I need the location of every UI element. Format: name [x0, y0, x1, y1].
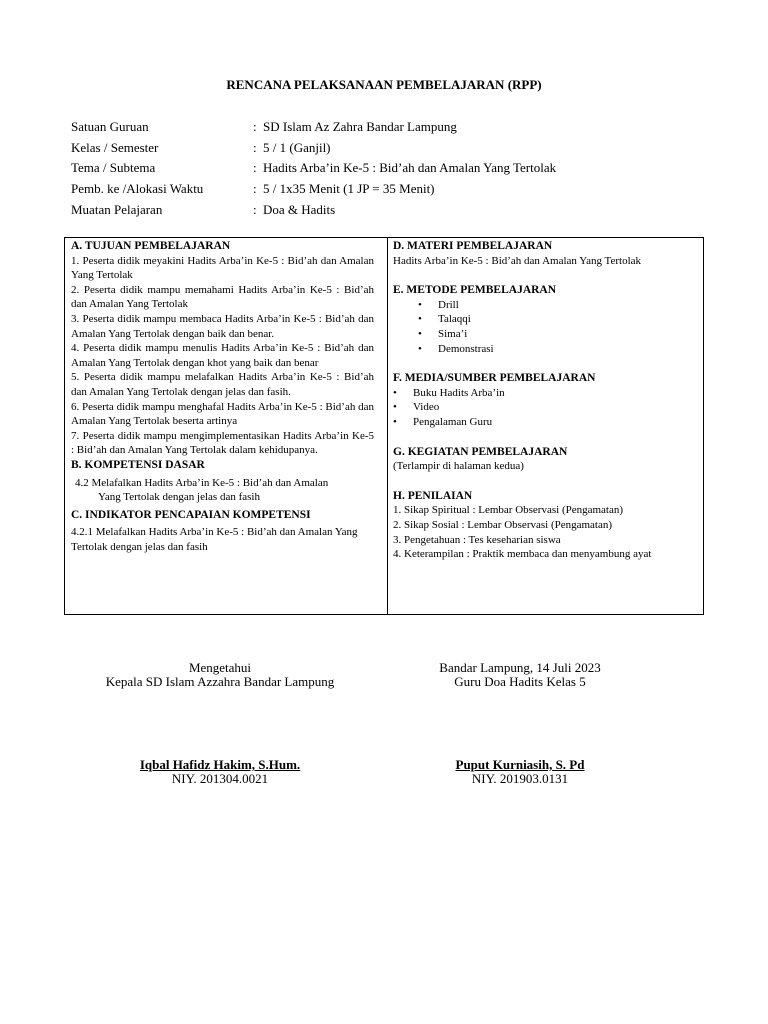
info-label: Pemb. ke /Alokasi Waktu [71, 181, 204, 197]
signature-right-header [370, 661, 670, 689]
signer-name: Puput Kurniasih, S. Pd [455, 757, 585, 772]
plan-table [64, 237, 704, 615]
info-value: 5 / 1x35 Menit (1 JP = 35 Menit) [263, 181, 435, 197]
kompetensi-line: 4.2 Melafalkan Hadits Arba’in Ke-5 : Bid’ah dan Amalan [75, 476, 329, 489]
signer-name: Iqbal Hafidz Hakim, S.Hum. [139, 757, 301, 772]
signature-left-name-block [70, 758, 370, 786]
tujuan-item: 6. Peserta didik mampu menghafal Hadits Arba’in Ke-5 : Bid’ah dan Amalan Yang Tertolak beserta artinya [71, 400, 374, 428]
tujuan-item: 2. Peserta didik mampu memahami Hadits Arba’in Ke-5 : Bid’ah dan Amalan Yang Tertolak [71, 283, 374, 311]
signature-right-name-block [370, 758, 670, 786]
info-label: Tema / Subtema [71, 160, 156, 176]
list-item: • Sima’i [393, 327, 698, 342]
info-colon: : [253, 201, 257, 217]
info-value: SD Islam Az Zahra Bandar Lampung [263, 119, 457, 134]
info-colon: : [253, 160, 257, 176]
right-column [393, 239, 698, 562]
media-list [393, 386, 698, 430]
tujuan-heading: A. TUJUAN PEMBELAJARAN [71, 240, 231, 252]
info-value: Hadits Arba’in Ke-5 : Bid’ah dan Amalan Yang Tertolak [263, 160, 557, 176]
materi-text: Hadits Arba’in Ke-5 : Bid’ah dan Amalan Yang Tertolak [393, 254, 642, 267]
penilaian-item: 1. Sikap Spiritual : Lembar Observasi (Pengamatan) [393, 504, 624, 517]
list-item: • Drill [393, 298, 698, 313]
tujuan-item: 7. Peserta didik mampu mengimplementasikan Hadits Arba’in Ke-5 : Bid’ah dan Amalan Yang Tertolak dalam kehidupanya. [71, 429, 374, 457]
tujuan-item: 3. Peserta didik mampu membaca Hadits Arba’in Ke-5 : Bid’ah dan Amalan Yang Tertolak dengan baik dan benar. [71, 312, 374, 340]
info-label: Satuan Guruan [71, 119, 149, 134]
kompetensi-line: Yang Tertolak dengan jelas dan fasih [98, 491, 260, 504]
kegiatan-heading: G. KEGIATAN PEMBELAJARAN [393, 445, 568, 458]
metode-heading: E. METODE PEMBELAJARAN [393, 284, 557, 297]
signer-id: NIY. 201304.0021 [171, 771, 269, 786]
signature-left-header [70, 661, 370, 689]
indikator-heading: C. INDIKATOR PENCAPAIAN KOMPETENSI [71, 508, 311, 521]
indikator-text: 4.2.1 Melafalkan Hadits Arba’in Ke-5 : Bid’ah dan Amalan Yang Tertolak dengan jelas dan fasih [71, 526, 358, 553]
kompetensi-heading: B. KOMPETENSI DASAR [71, 458, 205, 471]
metode-list [393, 298, 698, 356]
info-colon: : [253, 119, 257, 134]
media-heading: F. MEDIA/SUMBER PEMBELAJARAN [393, 372, 596, 385]
signature-role: Kepala SD Islam Azzahra Bandar Lampung [105, 674, 335, 689]
document-title: RENCANA PELAKSANAAN PEMBELAJARAN (RPP) [226, 77, 542, 92]
tujuan-item: 4. Peserta didik mampu menulis Hadits Arba’in Ke-5 : Bid’ah dan Amalan Yang Tertolak dengan khot yang baik dan benar [71, 342, 374, 369]
penilaian-heading: H. PENILAIAN [393, 489, 473, 502]
materi-heading: D. MATERI PEMBELAJARAN [393, 240, 553, 252]
penilaian-item: 4. Keterampilan : Praktik membaca dan menyambung ayat [393, 548, 652, 561]
left-column [71, 239, 374, 554]
tujuan-item: 1. Peserta didik meyakini Hadits Arba’in Ke-5 : Bid’ah dan Amalan Yang Tertolak [71, 254, 374, 282]
penilaian-item: 2. Sikap Sosial : Lembar Observasi (Pengamatan) [393, 518, 613, 531]
kegiatan-text: (Terlampir di halaman kedua) [393, 460, 524, 473]
info-colon: : [253, 181, 257, 197]
column-divider [387, 238, 388, 614]
list-item: • Talaqqi [393, 312, 698, 327]
signature-role: Guru Doa Hadits Kelas 5 [454, 674, 586, 689]
signer-id: NIY. 201903.0131 [471, 771, 569, 786]
list-item: • Buku Hadits Arba’in [393, 386, 698, 401]
info-value: 5 / 1 (Ganjil) [263, 139, 331, 155]
list-item: • Video [393, 400, 698, 415]
list-item: • Demonstrasi [393, 342, 698, 357]
list-item: • Pengalaman Guru [393, 415, 698, 430]
signature-place-date: Bandar Lampung, 14 Juli 2023 [439, 660, 601, 675]
info-colon: : [253, 139, 257, 155]
penilaian-item: 3. Pengetahuan : Tes keseharian siswa [393, 533, 561, 546]
tujuan-item: 5. Peserta didik mampu melafalkan Hadits Arba’in Ke-5 : Bid’ah dan Amalan Yang Tertolak dengan jelas dan fasih. [71, 371, 374, 398]
signature-caption: Mengetahui [188, 660, 252, 675]
info-value: Doa & Hadits [263, 201, 336, 217]
info-label: Muatan Pelajaran [71, 201, 163, 217]
info-label: Kelas / Semester [71, 139, 159, 155]
